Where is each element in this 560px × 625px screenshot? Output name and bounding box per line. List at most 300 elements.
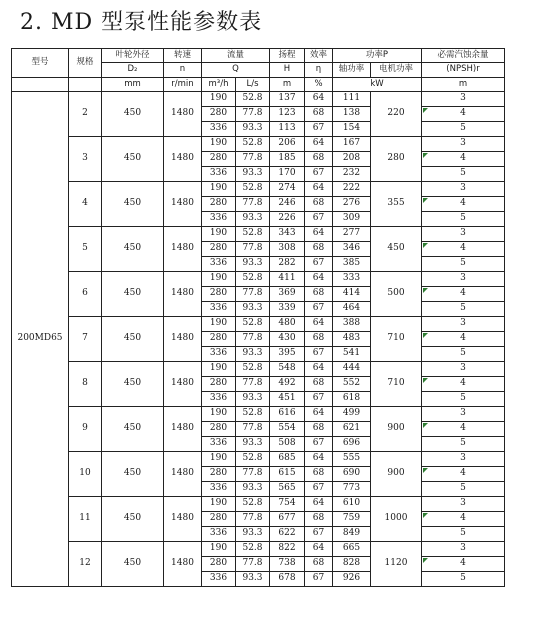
header-flow-symbol: Q [202, 63, 270, 78]
table-row [12, 362, 505, 377]
shaft-power-cell: 610 [333, 497, 371, 512]
model-cell: 200MD65 [12, 92, 69, 587]
unit-npsh: m [422, 78, 505, 92]
flow-ls-cell: 93.3 [236, 482, 270, 497]
head-cell: 282 [270, 257, 305, 272]
flow-m3h-cell: 280 [202, 467, 236, 482]
npsh-cell: 3 [422, 497, 505, 512]
head-cell: 622 [270, 527, 305, 542]
shaft-power-cell: 208 [333, 152, 371, 167]
unit-power: kW [333, 78, 422, 92]
comment-marker-icon [423, 333, 428, 338]
npsh-cell: 3 [422, 137, 505, 152]
flow-m3h-cell: 280 [202, 332, 236, 347]
flow-m3h-cell: 280 [202, 107, 236, 122]
table-row [12, 317, 505, 332]
motor-power-cell: 220 [371, 92, 422, 137]
npsh-cell: 5 [422, 437, 505, 452]
head-cell: 480 [270, 317, 305, 332]
unit-head: m [270, 78, 305, 92]
head-cell: 822 [270, 542, 305, 557]
comment-marker-icon [423, 378, 428, 383]
head-cell: 113 [270, 122, 305, 137]
impeller-cell: 450 [102, 362, 164, 407]
eff-cell: 67 [305, 572, 333, 587]
header-speed-label: 转速 [173, 49, 191, 60]
head-cell: 246 [270, 197, 305, 212]
eff-cell: 64 [305, 317, 333, 332]
header-head-symbol: H [270, 63, 305, 78]
shaft-power-cell: 167 [333, 137, 371, 152]
motor-power-cell: 355 [371, 182, 422, 227]
flow-m3h-cell: 336 [202, 527, 236, 542]
eff-cell: 64 [305, 362, 333, 377]
eff-cell: 64 [305, 407, 333, 422]
eff-cell: 68 [305, 152, 333, 167]
unit-blank-model [12, 78, 69, 92]
npsh-cell: 5 [422, 302, 505, 317]
eff-cell: 68 [305, 332, 333, 347]
flow-ls-cell: 93.3 [236, 572, 270, 587]
eff-cell: 64 [305, 542, 333, 557]
flow-m3h-cell: 336 [202, 437, 236, 452]
speed-cell: 1480 [164, 317, 202, 362]
comment-marker-icon [423, 153, 428, 158]
eff-cell: 67 [305, 257, 333, 272]
motor-power-cell: 500 [371, 272, 422, 317]
speed-cell: 1480 [164, 362, 202, 407]
comment-marker-icon [423, 558, 428, 563]
impeller-cell: 450 [102, 317, 164, 362]
shaft-power-cell: 222 [333, 182, 371, 197]
motor-power-cell: 1000 [371, 497, 422, 542]
impeller-cell: 450 [102, 272, 164, 317]
head-cell: 395 [270, 347, 305, 362]
eff-cell: 68 [305, 557, 333, 572]
flow-ls-cell: 52.8 [236, 497, 270, 512]
eff-cell: 64 [305, 137, 333, 152]
header-impeller [102, 49, 164, 63]
head-cell: 170 [270, 167, 305, 182]
eff-cell: 64 [305, 497, 333, 512]
flow-ls-cell: 52.8 [236, 542, 270, 557]
head-cell: 677 [270, 512, 305, 527]
comment-marker-icon [423, 198, 428, 203]
shaft-power-cell: 464 [333, 302, 371, 317]
shaft-power-cell: 828 [333, 557, 371, 572]
shaft-power-cell: 665 [333, 542, 371, 557]
flow-ls-cell: 52.8 [236, 227, 270, 242]
flow-ls-cell: 77.8 [236, 107, 270, 122]
pump-performance-table [11, 48, 505, 587]
npsh-cell: 5 [422, 212, 505, 227]
head-cell: 430 [270, 332, 305, 347]
head-cell: 492 [270, 377, 305, 392]
shaft-power-cell: 555 [333, 452, 371, 467]
npsh-cell: 5 [422, 257, 505, 272]
head-cell: 615 [270, 467, 305, 482]
shaft-power-cell: 541 [333, 347, 371, 362]
stage-cell: 7 [69, 317, 102, 362]
npsh-cell: 4 [422, 197, 505, 212]
flow-ls-cell: 77.8 [236, 332, 270, 347]
header-eff-symbol: η [305, 63, 333, 78]
npsh-cell: 5 [422, 527, 505, 542]
npsh-cell: 5 [422, 572, 505, 587]
stage-cell: 6 [69, 272, 102, 317]
unit-flow-ls: L/s [236, 78, 270, 92]
head-cell: 685 [270, 452, 305, 467]
flow-m3h-cell: 280 [202, 242, 236, 257]
head-cell: 508 [270, 437, 305, 452]
shaft-power-cell: 111 [333, 92, 371, 107]
stage-cell: 9 [69, 407, 102, 452]
stage-cell: 2 [69, 92, 102, 137]
head-cell: 185 [270, 152, 305, 167]
head-cell: 369 [270, 287, 305, 302]
shaft-power-cell: 618 [333, 392, 371, 407]
head-cell: 738 [270, 557, 305, 572]
flow-m3h-cell: 336 [202, 257, 236, 272]
npsh-cell: 3 [422, 362, 505, 377]
flow-m3h-cell: 280 [202, 512, 236, 527]
flow-m3h-cell: 336 [202, 392, 236, 407]
motor-power-cell: 900 [371, 407, 422, 452]
speed-cell: 1480 [164, 272, 202, 317]
flow-m3h-cell: 336 [202, 212, 236, 227]
speed-cell: 1480 [164, 452, 202, 497]
header-speed [164, 49, 202, 63]
eff-cell: 68 [305, 377, 333, 392]
head-cell: 554 [270, 422, 305, 437]
flow-m3h-cell: 336 [202, 572, 236, 587]
stage-cell: 3 [69, 137, 102, 182]
speed-cell: 1480 [164, 92, 202, 137]
flow-m3h-cell: 336 [202, 482, 236, 497]
flow-m3h-cell: 190 [202, 92, 236, 107]
npsh-cell: 4 [422, 377, 505, 392]
comment-marker-icon [423, 288, 428, 293]
shaft-power-cell: 385 [333, 257, 371, 272]
comment-marker-icon [423, 513, 428, 518]
eff-cell: 64 [305, 92, 333, 107]
npsh-cell: 4 [422, 287, 505, 302]
flow-m3h-cell: 280 [202, 377, 236, 392]
impeller-cell: 450 [102, 542, 164, 587]
flow-m3h-cell: 336 [202, 167, 236, 182]
flow-ls-cell: 93.3 [236, 167, 270, 182]
npsh-cell: 4 [422, 242, 505, 257]
flow-ls-cell: 77.8 [236, 242, 270, 257]
flow-m3h-cell: 190 [202, 542, 236, 557]
table-row [12, 407, 505, 422]
impeller-cell: 450 [102, 92, 164, 137]
head-cell: 308 [270, 242, 305, 257]
header-model [12, 49, 69, 78]
npsh-cell: 4 [422, 512, 505, 527]
npsh-cell: 4 [422, 557, 505, 572]
table-row [12, 272, 505, 287]
unit-flow-m3h: m³/h [202, 78, 236, 92]
impeller-cell: 450 [102, 452, 164, 497]
comment-marker-icon [423, 243, 428, 248]
eff-cell: 68 [305, 107, 333, 122]
eff-cell: 67 [305, 122, 333, 137]
header-power [333, 49, 422, 63]
flow-ls-cell: 77.8 [236, 512, 270, 527]
head-cell: 451 [270, 392, 305, 407]
flow-m3h-cell: 190 [202, 452, 236, 467]
eff-cell: 67 [305, 302, 333, 317]
header-impeller-label: 叶轮外径 [115, 49, 150, 60]
eff-cell: 67 [305, 392, 333, 407]
flow-ls-cell: 93.3 [236, 392, 270, 407]
flow-ls-cell: 93.3 [236, 347, 270, 362]
unit-blank-spec [69, 78, 102, 92]
shaft-power-cell: 483 [333, 332, 371, 347]
header-head [270, 49, 305, 63]
head-cell: 565 [270, 482, 305, 497]
comment-marker-icon [423, 468, 428, 473]
flow-ls-cell: 93.3 [236, 212, 270, 227]
npsh-cell: 3 [422, 407, 505, 422]
npsh-cell: 4 [422, 152, 505, 167]
head-cell: 137 [270, 92, 305, 107]
table-row [12, 542, 505, 557]
flow-ls-cell: 77.8 [236, 377, 270, 392]
npsh-cell: 3 [422, 227, 505, 242]
flow-ls-cell: 77.8 [236, 557, 270, 572]
shaft-power-cell: 759 [333, 512, 371, 527]
speed-cell: 1480 [164, 227, 202, 272]
eff-cell: 68 [305, 467, 333, 482]
motor-power-cell: 280 [371, 137, 422, 182]
header-impeller-symbol: D₂ [102, 63, 164, 78]
motor-power-cell: 450 [371, 227, 422, 272]
flow-ls-cell: 77.8 [236, 467, 270, 482]
motor-power-cell: 900 [371, 452, 422, 497]
header-npsh-symbol: (NPSH)r [422, 63, 505, 78]
flow-ls-cell: 77.8 [236, 197, 270, 212]
shaft-power-cell: 444 [333, 362, 371, 377]
shaft-power-cell: 499 [333, 407, 371, 422]
header-npsh-label: 必需汽蚀余量 [437, 49, 489, 60]
table-row [12, 452, 505, 467]
shaft-power-cell: 154 [333, 122, 371, 137]
eff-cell: 68 [305, 422, 333, 437]
eff-cell: 67 [305, 527, 333, 542]
header-flow-label: 流量 [226, 49, 244, 60]
head-cell: 616 [270, 407, 305, 422]
eff-cell: 67 [305, 347, 333, 362]
table-row [12, 92, 505, 107]
shaft-power-cell: 414 [333, 287, 371, 302]
header-eff [305, 49, 333, 63]
npsh-cell: 3 [422, 182, 505, 197]
shaft-power-cell: 138 [333, 107, 371, 122]
unit-impeller: mm [102, 78, 164, 92]
speed-cell: 1480 [164, 137, 202, 182]
head-cell: 678 [270, 572, 305, 587]
flow-m3h-cell: 280 [202, 422, 236, 437]
eff-cell: 64 [305, 227, 333, 242]
flow-m3h-cell: 280 [202, 197, 236, 212]
npsh-cell: 5 [422, 167, 505, 182]
header-flow [202, 49, 270, 63]
shaft-power-cell: 849 [333, 527, 371, 542]
flow-m3h-cell: 336 [202, 302, 236, 317]
flow-ls-cell: 77.8 [236, 422, 270, 437]
unit-eff: % [305, 78, 333, 92]
head-cell: 754 [270, 497, 305, 512]
speed-cell: 1480 [164, 497, 202, 542]
flow-m3h-cell: 280 [202, 152, 236, 167]
head-cell: 274 [270, 182, 305, 197]
flow-m3h-cell: 280 [202, 557, 236, 572]
flow-m3h-cell: 190 [202, 407, 236, 422]
flow-ls-cell: 93.3 [236, 122, 270, 137]
shaft-power-cell: 232 [333, 167, 371, 182]
npsh-cell: 5 [422, 122, 505, 137]
head-cell: 548 [270, 362, 305, 377]
flow-m3h-cell: 190 [202, 497, 236, 512]
npsh-cell: 3 [422, 542, 505, 557]
header-head-label: 扬程 [278, 49, 296, 60]
eff-cell: 67 [305, 437, 333, 452]
flow-ls-cell: 93.3 [236, 527, 270, 542]
npsh-cell: 4 [422, 332, 505, 347]
stage-cell: 5 [69, 227, 102, 272]
stage-cell: 10 [69, 452, 102, 497]
stage-cell: 4 [69, 182, 102, 227]
flow-ls-cell: 52.8 [236, 92, 270, 107]
stage-cell: 11 [69, 497, 102, 542]
flow-ls-cell: 93.3 [236, 437, 270, 452]
table-row [12, 137, 505, 152]
table-row [12, 182, 505, 197]
npsh-cell: 3 [422, 452, 505, 467]
header-motor-power: 电机功率 [371, 63, 422, 78]
npsh-cell: 3 [422, 92, 505, 107]
header-shaft-power: 轴功率 [333, 63, 371, 78]
shaft-power-cell: 388 [333, 317, 371, 332]
eff-cell: 68 [305, 512, 333, 527]
speed-cell: 1480 [164, 407, 202, 452]
flow-m3h-cell: 280 [202, 287, 236, 302]
shaft-power-cell: 696 [333, 437, 371, 452]
eff-cell: 64 [305, 272, 333, 287]
shaft-power-cell: 277 [333, 227, 371, 242]
flow-ls-cell: 52.8 [236, 362, 270, 377]
flow-ls-cell: 52.8 [236, 137, 270, 152]
head-cell: 339 [270, 302, 305, 317]
head-cell: 206 [270, 137, 305, 152]
shaft-power-cell: 276 [333, 197, 371, 212]
npsh-cell: 4 [422, 107, 505, 122]
npsh-cell: 3 [422, 317, 505, 332]
flow-m3h-cell: 336 [202, 347, 236, 362]
table-row [12, 227, 505, 242]
motor-power-cell: 1120 [371, 542, 422, 587]
flow-m3h-cell: 336 [202, 122, 236, 137]
flow-m3h-cell: 190 [202, 317, 236, 332]
header-spec [69, 49, 102, 78]
impeller-cell: 450 [102, 137, 164, 182]
unit-speed: r/min [164, 78, 202, 92]
shaft-power-cell: 309 [333, 212, 371, 227]
shaft-power-cell: 621 [333, 422, 371, 437]
npsh-cell: 5 [422, 482, 505, 497]
head-cell: 226 [270, 212, 305, 227]
flow-m3h-cell: 190 [202, 362, 236, 377]
npsh-cell: 5 [422, 347, 505, 362]
header-npsh [422, 49, 505, 63]
flow-ls-cell: 52.8 [236, 407, 270, 422]
eff-cell: 67 [305, 482, 333, 497]
head-cell: 343 [270, 227, 305, 242]
flow-ls-cell: 52.8 [236, 452, 270, 467]
flow-ls-cell: 52.8 [236, 182, 270, 197]
flow-ls-cell: 77.8 [236, 287, 270, 302]
eff-cell: 68 [305, 242, 333, 257]
flow-m3h-cell: 190 [202, 227, 236, 242]
header-power-label: 功率P [365, 49, 389, 60]
shaft-power-cell: 690 [333, 467, 371, 482]
speed-cell: 1480 [164, 542, 202, 587]
motor-power-cell: 710 [371, 362, 422, 407]
eff-cell: 64 [305, 452, 333, 467]
npsh-cell: 5 [422, 392, 505, 407]
impeller-cell: 450 [102, 227, 164, 272]
npsh-cell: 4 [422, 422, 505, 437]
header-model-label: 型号 [31, 57, 49, 68]
eff-cell: 67 [305, 212, 333, 227]
eff-cell: 67 [305, 167, 333, 182]
eff-cell: 64 [305, 182, 333, 197]
motor-power-cell: 710 [371, 317, 422, 362]
flow-m3h-cell: 190 [202, 272, 236, 287]
eff-cell: 68 [305, 287, 333, 302]
npsh-cell: 4 [422, 467, 505, 482]
eff-cell: 68 [305, 197, 333, 212]
flow-ls-cell: 52.8 [236, 272, 270, 287]
shaft-power-cell: 926 [333, 572, 371, 587]
flow-ls-cell: 93.3 [236, 257, 270, 272]
impeller-cell: 450 [102, 182, 164, 227]
npsh-cell: 3 [422, 272, 505, 287]
impeller-cell: 450 [102, 497, 164, 542]
comment-marker-icon [423, 108, 428, 113]
table-row [12, 497, 505, 512]
comment-marker-icon [423, 423, 428, 428]
flow-ls-cell: 77.8 [236, 152, 270, 167]
head-cell: 123 [270, 107, 305, 122]
flow-m3h-cell: 190 [202, 182, 236, 197]
flow-ls-cell: 93.3 [236, 302, 270, 317]
shaft-power-cell: 346 [333, 242, 371, 257]
header-speed-symbol: n [164, 63, 202, 78]
page-title: 2. MD 型泵性能参数表 [20, 10, 263, 35]
flow-m3h-cell: 190 [202, 137, 236, 152]
impeller-cell: 450 [102, 407, 164, 452]
stage-cell: 12 [69, 542, 102, 587]
header-eff-label: 效率 [309, 49, 327, 60]
stage-cell: 8 [69, 362, 102, 407]
shaft-power-cell: 333 [333, 272, 371, 287]
speed-cell: 1480 [164, 182, 202, 227]
table-body [12, 92, 505, 587]
head-cell: 411 [270, 272, 305, 287]
